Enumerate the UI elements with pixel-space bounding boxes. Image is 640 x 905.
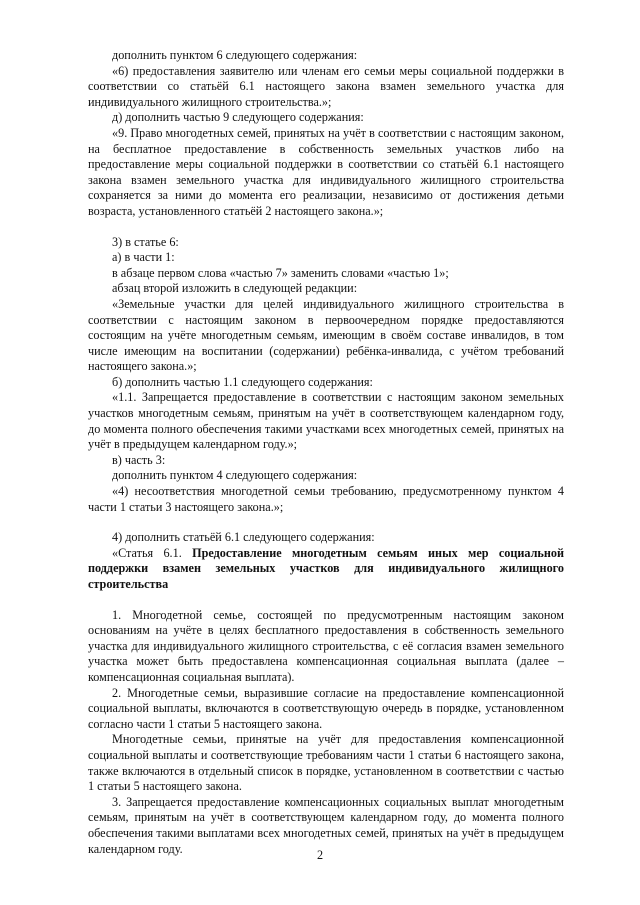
paragraph: 3) в статье 6: xyxy=(112,234,179,249)
paragraph: б) дополнить частью 1.1 следующего содержания: xyxy=(112,374,373,389)
paragraph: д) дополнить частью 9 следующего содержания: xyxy=(112,110,364,125)
article-heading xyxy=(88,546,564,593)
document-page xyxy=(88,48,564,857)
paragraph: 4) дополнить статьёй 6.1 следующего содержания: xyxy=(112,530,375,545)
paragraph: 3. Запрещается предоставление компенсационных социальных выплат многодетным семьям, принятым на учёт в соответствующем календарном году, до момента полного обеспечения такими выплатами всех многодетных семей, принятых на учёт в предыдущем календарном году. xyxy=(88,794,564,856)
paragraph: «Земельные участки для целей индивидуального жилищного строительства в соответствии с настоящим законом в первоочередном порядке предоставляются состоящим на учёте многодетным семьям, имеющим в своём составе инвалидов, в том числе имеющим на воспитании (содержании) ребёнка-инвалида, с учётом требований настоящего закона.»; xyxy=(88,296,564,374)
paragraph: 2. Многодетные семьи, выразившие согласие на предоставление компенсационной социальной выплаты, включаются в соответствующую очередь в порядке, установленном согласно части 1 статьи 5 настоящего закона. xyxy=(88,685,564,731)
paragraph: Многодетные семьи, принятые на учёт для предоставления компенсационной социальной выплаты и соответствующие требованиям части 1 статьи 6 настоящего закона, также включаются в отдельный список в порядке, установленном в соответствии с частью 1 статьи 5 настоящего закона. xyxy=(88,732,564,794)
paragraph: абзац второй изложить в следующей редакции: xyxy=(112,281,358,296)
paragraph: в) часть 3: xyxy=(112,452,166,467)
paragraph: «6) предоставления заявителю или членам его семьи меры социальной поддержки в соответствии со статьёй 6.1 настоящего закона взамен земельного участка для индивидуального жилищного строительства.»; xyxy=(88,63,564,109)
paragraph: а) в части 1: xyxy=(112,250,175,265)
paragraph: в абзаце первом слова «частью 7» заменить словами «частью 1»; xyxy=(112,265,449,280)
paragraph: «1.1. Запрещается предоставление в соответствии с настоящим законом земельных участков многодетным семьям, принятым на учёт в соответствующем календарном году, до момента полного обеспечения такими участками всех многодетных семей, принятых на учёт в предыдущем календарном году.»; xyxy=(88,390,564,452)
paragraph: «4) несоответствия многодетной семьи требованию, предусмотренному пунктом 4 части 1 статьи 3 настоящего закона.»; xyxy=(88,484,564,514)
page-number: 2 xyxy=(316,848,324,862)
article-heading-prefix: «Статья 6.1. xyxy=(112,545,182,560)
paragraph: «9. Право многодетных семей, принятых на учёт в соответствии с настоящим законом, на бесплатное предоставление в собственность земельных участков либо на предоставление меры социальной поддержки в соответствии со статьёй 6.1 настоящего закона взамен земельного участка для индивидуального жилищного строительства сохраняется за ними до момента его реализации, независимо от достижения детьми возраста, установленного статьёй 2 настоящего закона.»; xyxy=(88,125,564,218)
paragraph: дополнить пунктом 4 следующего содержания: xyxy=(112,468,358,483)
paragraph: 1. Многодетной семье, состоящей по предусмотренным настоящим законом основаниям на учёте в целях бесплатного предоставления в собственность земельного участка для индивидуального жилищного строительства, с её согласия взамен земельного участка может быть предоставлена компенсационная социальная выплата (далее – компенсационная социальная выплата). xyxy=(88,607,564,684)
paragraph: дополнить пунктом 6 следующего содержания: xyxy=(112,48,358,62)
paragraph-gap xyxy=(88,220,564,235)
article-heading-title: Предоставление многодетным семьям иных мер социальной поддержки взамен земельных участков для индивидуального жилищного строительства xyxy=(88,545,565,591)
paragraph-gap xyxy=(88,515,564,530)
paragraph-gap xyxy=(88,593,564,608)
